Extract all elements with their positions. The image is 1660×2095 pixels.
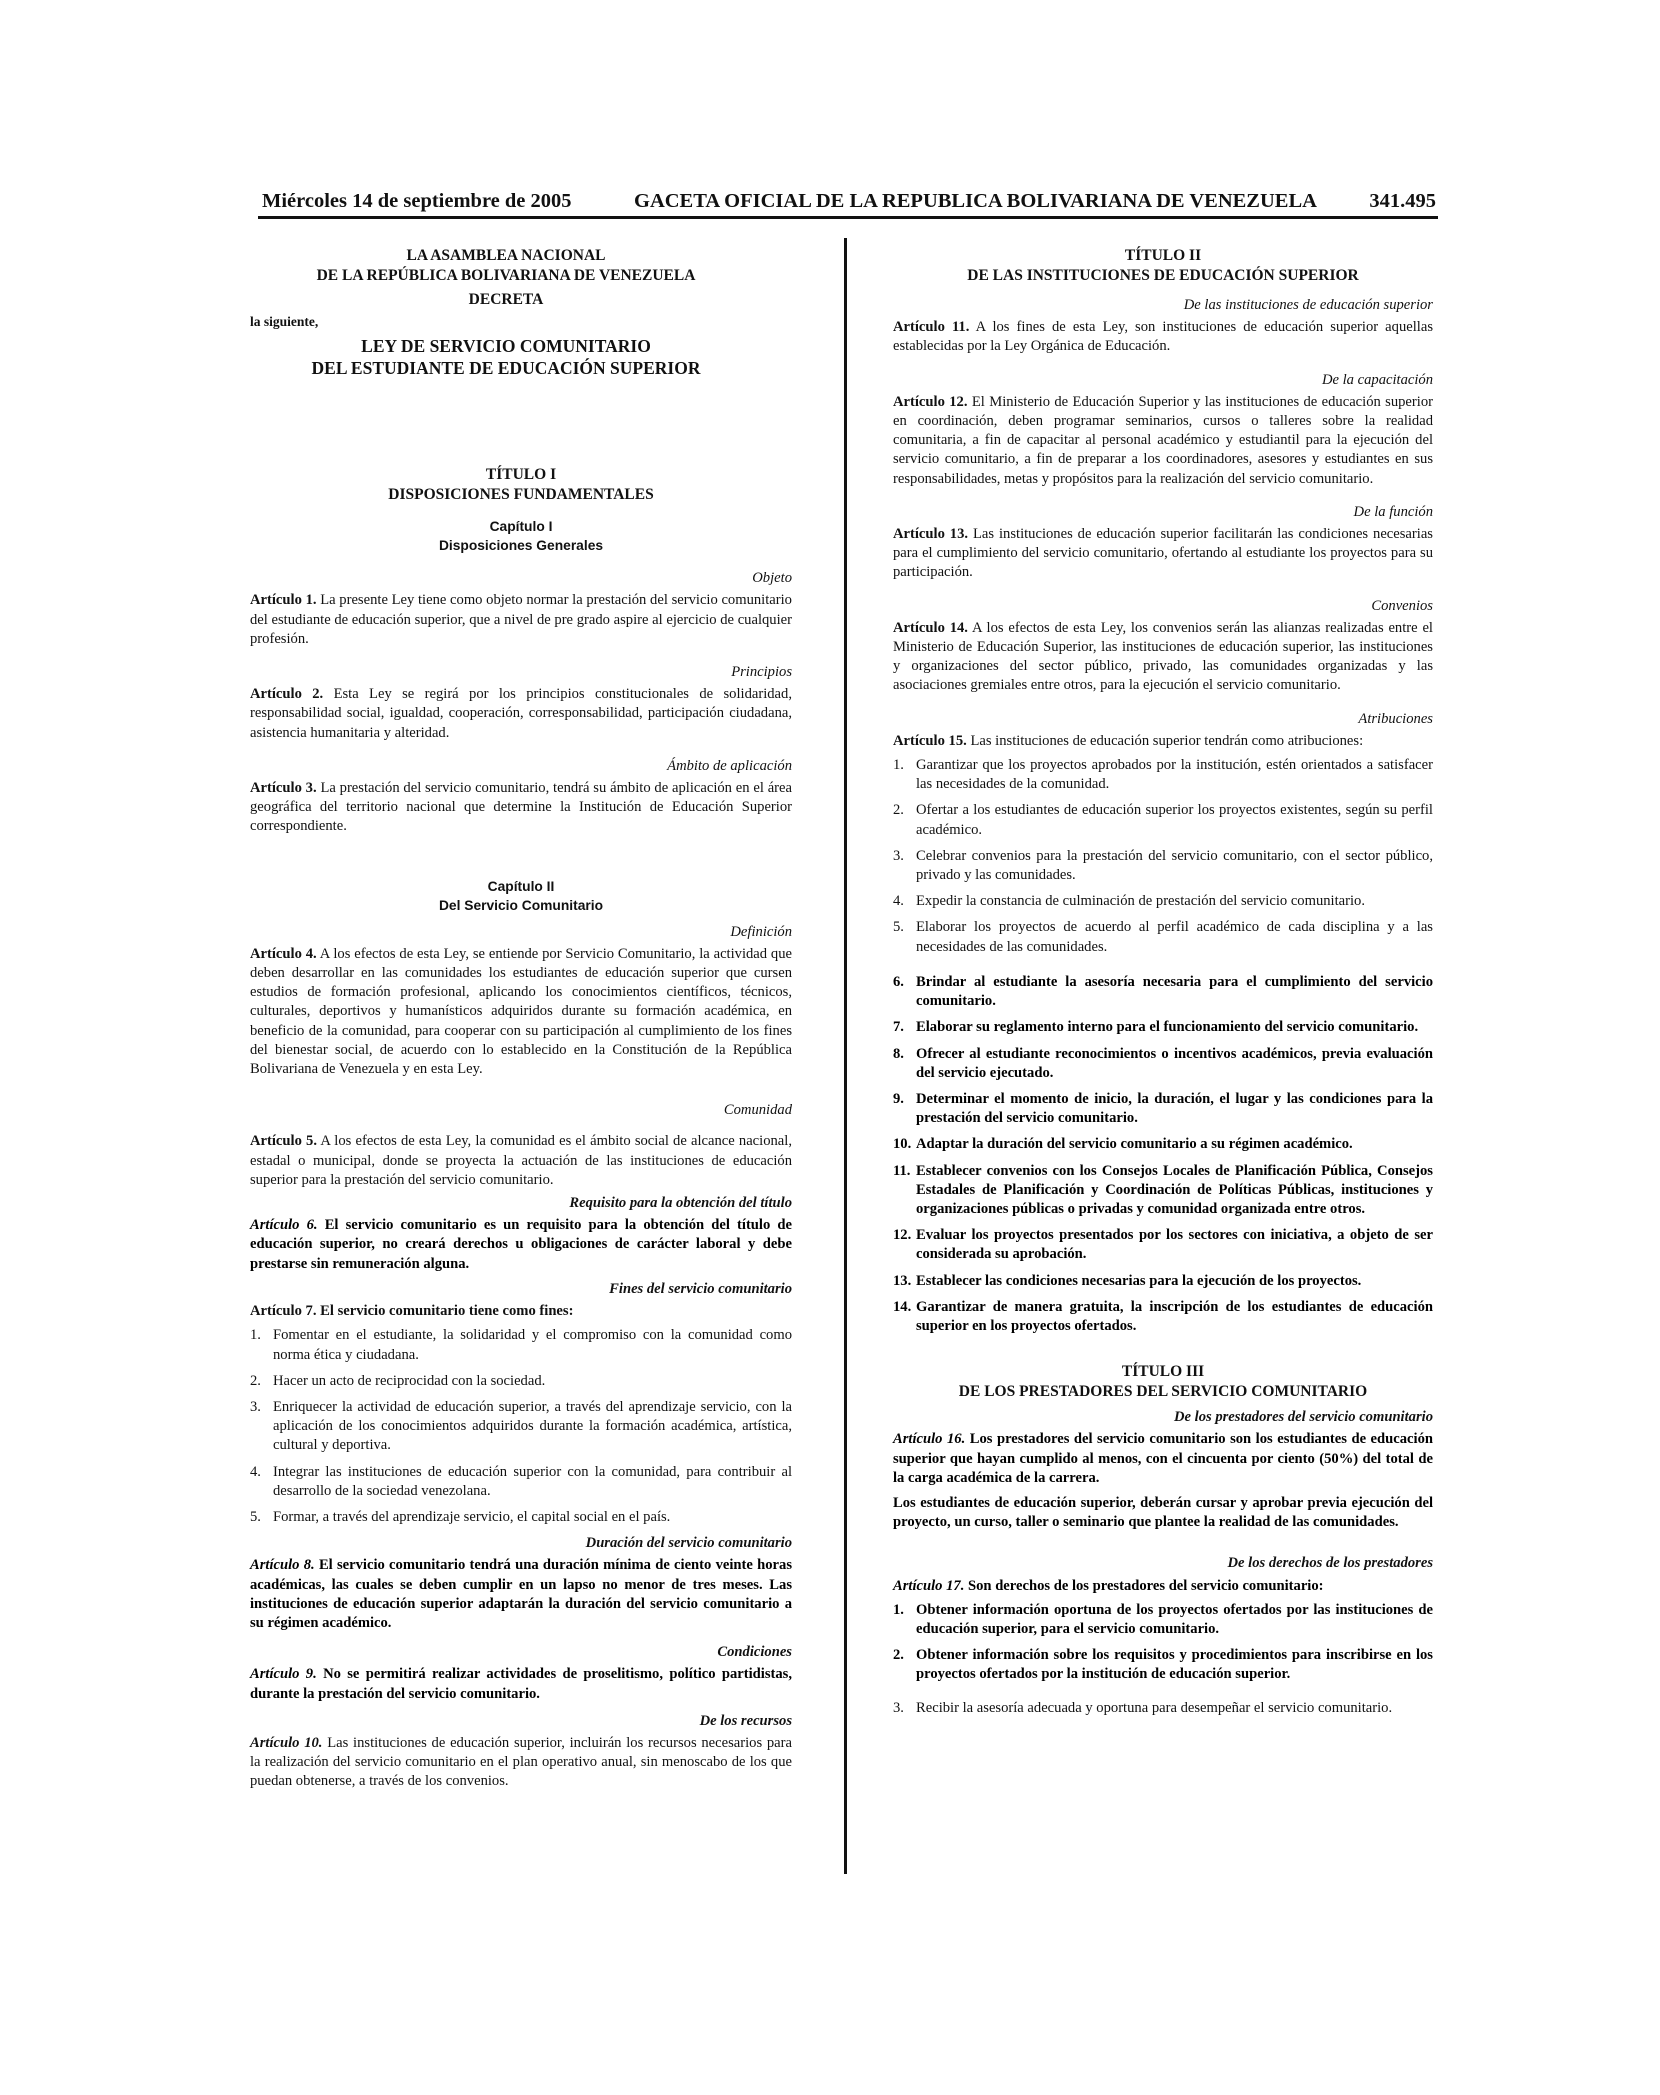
list-item: 1. Fomentar en el estudiante, la solidaridad y el compromiso con la comunidad como norma ética y ciudadana.: [250, 1327, 792, 1363]
article-15-list: [893, 756, 1433, 1336]
article-text: El servicio comunitario tendrá una duración mínima de ciento veinte horas académicas, las cuales se deben cumplir en un lapso no menor de tres meses. Las instituciones de educación superior adaptarán la duración del servicio comunitario a su régimen académico.: [250, 1557, 792, 1631]
article-text: Son derechos de los prestadores del servicio comunitario:: [968, 1577, 1324, 1594]
list-item: 2. Ofertar a los estudiantes de educación superior los proyectos existentes, según su perfil académico.: [893, 802, 1433, 838]
article-text: La presente Ley tiene como objeto normar la prestación del servicio comunitario del estudiante de educación superior, que a nivel de pre grado aspire al ejercicio de cualquier profesión.: [250, 592, 792, 647]
article-text: La prestación del servicio comunitario, tendrá su ámbito de aplicación en el área geográfica del territorio nacional que determine la Institución de Educación Superior correspondiente.: [250, 780, 792, 835]
article-label: Artículo 3.: [250, 780, 317, 797]
article-text: No se permitirá realizar actividades de proselitismo, político partidistas, durante la prestación del servicio comunitario.: [250, 1666, 792, 1702]
side-heading: De las instituciones de educación superior: [1183, 297, 1433, 313]
article-label: Artículo 12.: [893, 393, 968, 410]
article-15: [893, 732, 1433, 751]
law-title-line-1: LEY DE SERVICIO COMUNITARIO: [361, 336, 651, 357]
side-heading: De la capacitación: [1321, 371, 1433, 388]
capitulo-1-name: Disposiciones Generales: [438, 538, 604, 554]
article-text: Las instituciones de educación superior, incluirán los recursos necesarios para la realización del servicio comunitario en el plan operativo anual, sin menoscabo de los que puedan obtenerse, a través de los convenios.: [250, 1734, 792, 1790]
article-11: [893, 318, 1433, 356]
list-item: 2. Obtener información sobre los requisitos y procedimientos para inscribirse en los proyectos ofertados por la institución de educación superior.: [893, 1647, 1433, 1683]
article-14: [893, 619, 1433, 696]
article-text: Los prestadores del servicio comunitario son los estudiantes de educación superior que hayan cumplido al menos, con el cincuenta por ciento (50%) del total de la carga académica de la carrera.: [893, 1431, 1433, 1486]
list-item: 4. Expedir la constancia de culminación de prestación del servicio comunitario.: [893, 893, 1366, 910]
article-16: [893, 1430, 1433, 1488]
article-label: Artículo 17.: [893, 1577, 965, 1594]
article-7-list: [250, 1326, 792, 1527]
list-item: 11. Establecer convenios con los Consejos Locales de Planificación Pública, Consejos Estadales de Planificación y Coordinación de Políticas Públicas, instituciones y organizaciones públicas o privadas y comunidad organizada entre otros.: [893, 1162, 1433, 1217]
decreta: DECRETA: [468, 291, 544, 308]
side-heading: Objeto: [752, 570, 792, 587]
side-heading: Definición: [730, 923, 792, 940]
header-rule: [258, 216, 1438, 219]
list-item: 5. Formar, a través del aprendizaje servicio, el capital social en el país.: [250, 1508, 671, 1525]
article-label: Artículo 11.: [893, 319, 970, 336]
capitulo-2-name: Del Servicio Comunitario: [438, 897, 604, 913]
capitulo-1-label: Capítulo I: [489, 519, 553, 535]
list-item: 8. Ofrecer al estudiante reconocimientos o incentivos académicos, previa evaluación del servicio ejecutado.: [893, 1045, 1433, 1081]
titulo-2-name: DE LAS INSTITUCIONES DE EDUCACIÓN SUPERIOR: [967, 267, 1359, 284]
la-siguiente: la siguiente,: [250, 314, 319, 329]
article-8: [250, 1556, 792, 1633]
list-item: 1. Obtener información oportuna de los proyectos ofertados por las instituciones de educación superior, para el servicio comunitario.: [893, 1601, 1433, 1637]
article-label: Artículo 10.: [250, 1734, 323, 1751]
side-heading: Duración del servicio comunitario: [585, 1535, 792, 1552]
article-text: A los fines de esta Ley, son instituciones de educación superior aquellas establecidas por la Ley Orgánica de Educación.: [893, 319, 1433, 355]
list-item: 14. Garantizar de manera gratuita, la inscripción de los estudiantes de educación superior en los proyectos ofertados.: [893, 1298, 1433, 1334]
article-label: Artículo 16.: [893, 1431, 966, 1448]
header-page-number: 341.495: [1369, 190, 1436, 212]
article-label: Artículo 8.: [250, 1557, 315, 1574]
article-label: Artículo 14.: [893, 619, 968, 636]
article-5: [250, 1132, 792, 1190]
article-13: [893, 525, 1433, 583]
article-16-paragraph-2: Los estudiantes de educación superior, deberán cursar y aprobar previa ejecución del proyecto, un curso, taller o seminario que plantee la realidad de las comunidades.: [893, 1494, 1433, 1531]
article-text: A los efectos de esta Ley, los convenios serán las alianzas realizadas entre el Ministerio de Educación Superior, las instituciones de educación superior, las instituciones y organizaciones del sector público, privado, las comunidades organizadas y las asociaciones gremiales entre otros, para la ejecución el servicio comunitario.: [893, 619, 1433, 694]
list-item: 6. Brindar al estudiante la asesoría necesaria para el cumplimiento del servicio comunitario.: [893, 973, 1433, 1010]
article-label: Artículo 9.: [250, 1666, 317, 1683]
titulo-3-name: DE LOS PRESTADORES DEL SERVICIO COMUNITARIO: [958, 1383, 1368, 1401]
article-text: A los efectos de esta Ley, se entiende por Servicio Comunitario, la actividad que deben desarrollar en las comunidades los estudiantes de educación superior que cursen estudios de formación profesional, aplicando los conocimientos científicos, técnicos, culturales, deportivos y humanísticos adquiridos durante su formación académica, en beneficio de la comunidad, para cooperar con su participación al cumplimiento de los fines del bienestar social, de acuerdo con lo establecido en la Constitución de la República Bolivariana de Venezuela y en esta Ley.: [250, 945, 793, 1078]
article-7: [250, 1302, 792, 1321]
side-heading: Ámbito de aplicación: [667, 757, 792, 774]
list-item: 1. Garantizar que los proyectos aprobados por la institución, estén orientados a satisfacer las necesidades de la comunidad.: [893, 757, 1433, 793]
side-heading: Requisito para la obtención del título: [569, 1195, 792, 1212]
list-item: 7. Elaborar su reglamento interno para el funcionamiento del servicio comunitario.: [893, 1019, 1419, 1036]
side-heading: Fines del servicio comunitario: [609, 1280, 792, 1297]
list-item: 3. Recibir la asesoría adecuada y oportuna para desempeñar el servicio comunitario.: [893, 1699, 1393, 1716]
titulo-1-label: TÍTULO I: [485, 466, 557, 484]
side-heading: Condiciones: [717, 1644, 792, 1661]
law-title-line-2: DEL ESTUDIANTE DE EDUCACIÓN SUPERIOR: [311, 358, 701, 379]
list-item: 2. Hacer un acto de reciprocidad con la sociedad.: [250, 1372, 546, 1389]
side-heading: De los derechos de los prestadores: [1227, 1555, 1433, 1572]
article-1: [250, 591, 792, 649]
side-heading: Atribuciones: [1358, 710, 1433, 727]
titulo-2-label: TÍTULO II: [1124, 247, 1202, 264]
side-heading: Convenios: [1371, 597, 1433, 614]
article-label: Artículo 1.: [250, 592, 317, 609]
article-10: [250, 1734, 792, 1792]
list-item: 10. Adaptar la duración del servicio comunitario a su régimen académico.: [893, 1136, 1353, 1153]
article-12: [893, 393, 1433, 489]
article-3: [250, 779, 792, 837]
side-heading: De los prestadores del servicio comunitario: [1173, 1409, 1433, 1426]
side-heading: Comunidad: [723, 1102, 792, 1119]
list-item: 3. Enriquecer la actividad de educación superior, a través del aprendizaje servicio, con la aplicación de los conocimientos adquiridos durante la formación académica, artística, cultural y deportiva.: [250, 1398, 792, 1454]
article-2: [250, 685, 792, 743]
list-item: 3. Celebrar convenios para la prestación del servicio comunitario, con el sector público, privado y las comunidades.: [893, 847, 1433, 884]
capitulo-2-label: Capítulo II: [487, 878, 555, 894]
header-title: GACETA OFICIAL DE LA REPUBLICA BOLIVARIANA DE VENEZUELA: [634, 190, 1317, 212]
article-text: El servicio comunitario tiene como fines:: [320, 1303, 574, 1320]
article-label: Artículo 6.: [250, 1217, 318, 1234]
article-text: El servicio comunitario es un requisito para la obtención del título de educación superior, no creará derechos u obligaciones de carácter laboral y debe prestarse sin remuneración alguna.: [250, 1217, 792, 1272]
titulo-1-name: DISPOSICIONES FUNDAMENTALES: [388, 486, 654, 504]
side-heading: De la función: [1353, 503, 1433, 520]
article-text: Esta Ley se regirá por los principios constitucionales de solidaridad, responsabilidad social, igualdad, cooperación, corresponsabilidad, participación ciudadana, asistencia humanitaria y alteridad.: [250, 686, 792, 741]
article-17-list: [893, 1601, 1433, 1718]
titulo-3-label: TÍTULO III: [1121, 1363, 1205, 1381]
assembly-line-1: LA ASAMBLEA NACIONAL: [406, 247, 606, 264]
side-heading: Principios: [731, 664, 792, 681]
article-label: Artículo 5.: [250, 1133, 317, 1150]
page-header: [262, 190, 1436, 216]
article-text: Las instituciones de educación superior facilitarán las condiciones necesarias para el cumplimiento del servicio comunitario, ofertando al estudiante los proyectos para su participación.: [893, 526, 1433, 581]
list-item: 5. Elaborar los proyectos de acuerdo al perfil académico de cada disciplina y a las necesidades de las comunidades.: [893, 919, 1433, 955]
article-label: Artículo 7.: [250, 1303, 317, 1320]
list-item: 13. Establecer las condiciones necesarias para la ejecución de los proyectos.: [893, 1272, 1362, 1289]
article-17: [893, 1577, 1433, 1596]
article-label: Artículo 4.: [250, 945, 317, 962]
list-item: 12. Evaluar los proyectos presentados por los sectores con iniciativa, a objeto de ser considerada su aprobación.: [893, 1227, 1433, 1263]
list-item: 4. Integrar las instituciones de educación superior con la comunidad, para contribuir al desarrollo de la sociedad venezolana.: [250, 1463, 792, 1499]
article-text: A los efectos de esta Ley, la comunidad es el ámbito social de alcance nacional, estadal o municipal, donde se proyecta la actuación de las instituciones de educación superior para la prestación del servicio comunitario.: [250, 1133, 792, 1188]
article-label: Artículo 15.: [893, 732, 967, 749]
assembly-line-2: DE LA REPÚBLICA BOLIVARIANA DE VENEZUELA: [316, 267, 696, 284]
column-divider: [844, 238, 847, 1874]
article-label: Artículo 13.: [893, 526, 969, 543]
article-label: Artículo 2.: [250, 686, 324, 703]
right-column: [893, 246, 1433, 1725]
article-6: [250, 1216, 792, 1274]
side-heading: De los recursos: [699, 1712, 792, 1729]
list-item: 9. Determinar el momento de inicio, la duración, el lugar y las condiciones para la prestación del servicio comunitario.: [893, 1090, 1433, 1127]
header-date: Miércoles 14 de septiembre de 2005: [262, 190, 572, 212]
left-column: [250, 246, 792, 1794]
article-4: [250, 945, 792, 1079]
article-9: [250, 1665, 792, 1703]
article-text: El Ministerio de Educación Superior y las instituciones de educación superior en coordinación, deben programar seminarios, cursos o talleres sobre la realidad comunitaria, a fin de capacitar al personal académico y estudiantil para la ejecución del servicio comunitario, a fin de preparar a los coordinadores, asesores y estudiantes en sus responsabilidades, metas y propósitos para la realización del servicio comunitario.: [893, 393, 1433, 487]
article-text: Las instituciones de educación superior tendrán como atribuciones:: [970, 732, 1364, 749]
